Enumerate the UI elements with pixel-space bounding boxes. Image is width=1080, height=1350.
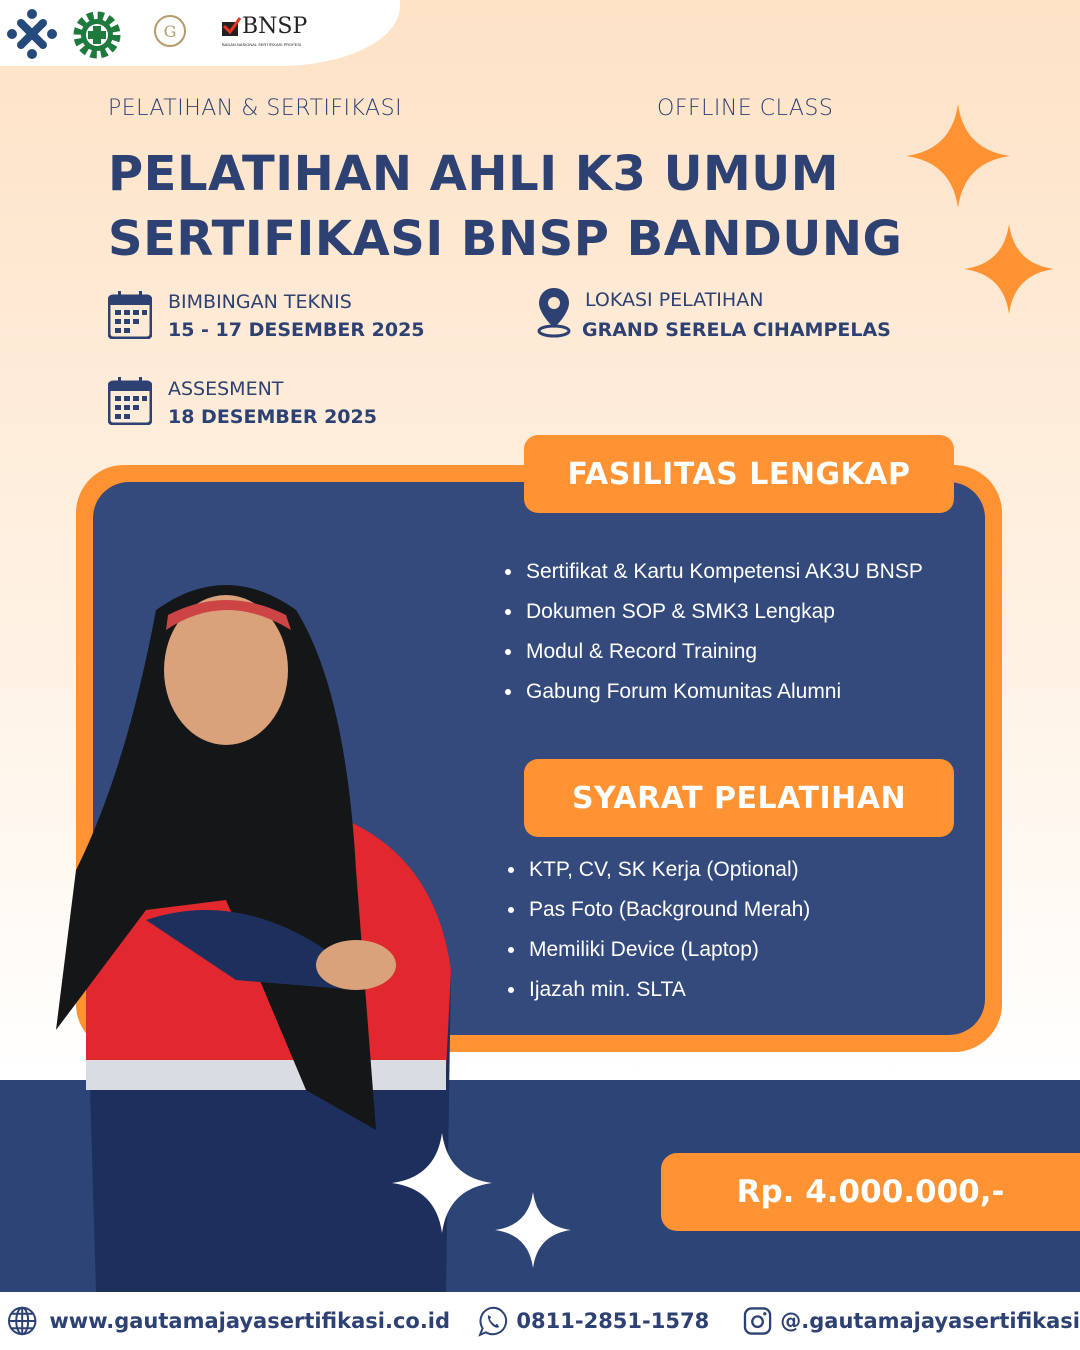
price-badge: Rp. 4.000.000,- [661, 1153, 1080, 1231]
phone-link[interactable]: 0811-2851-1578 [516, 1309, 710, 1333]
training-date: 15 - 17 DESEMBER 2025 [168, 319, 425, 341]
calendar-icon [108, 291, 152, 339]
class-mode-label: OFFLINE CLASS [657, 96, 834, 121]
location-value: GRAND SERELA CIHAMPELAS [582, 319, 891, 341]
assessment-date: 18 DESEMBER 2025 [168, 406, 377, 428]
page-title-line2: SERTIFIKASI BNSP BANDUNG [108, 211, 903, 267]
category-label: PELATIHAN & SERTIFIKASI [108, 96, 403, 121]
website-link[interactable]: www.gautamajayasertifikasi.co.id [49, 1309, 451, 1333]
footer [0, 1292, 1080, 1350]
instagram-link[interactable]: @.gautamajayasertifikasi [780, 1309, 1080, 1333]
instagram-icon [743, 1299, 772, 1343]
list-item: KTP, CV, SK Kerja (Optional) [508, 850, 810, 890]
list-item: Memiliki Device (Laptop) [508, 930, 810, 970]
facilities-title: FASILITAS LENGKAP [524, 435, 954, 513]
list-item: Modul & Record Training [505, 632, 923, 672]
list-item: Gabung Forum Komunitas Alumni [505, 672, 923, 712]
sparkle-icon [392, 1133, 492, 1233]
sparkle-icon [906, 104, 1010, 208]
page-title-line1: PELATIHAN AHLI K3 UMUM [108, 146, 840, 202]
globe-icon [7, 1298, 37, 1344]
location-label: LOKASI PELATIHAN [585, 289, 764, 311]
bnsp-logo [220, 14, 307, 39]
calendar-icon [108, 377, 152, 425]
sparkle-icon [964, 224, 1054, 314]
assessment-label: ASSESMENT [168, 378, 284, 400]
list-item: Dokumen SOP & SMK3 Lengkap [505, 592, 923, 632]
k3-logo-icon [72, 10, 122, 60]
whatsapp-icon [478, 1298, 508, 1344]
list-item: Sertifikat & Kartu Kompetensi AK3U BNSP [505, 552, 923, 592]
sparkle-icon [495, 1192, 571, 1268]
list-item: Pas Foto (Background Merah) [508, 890, 810, 930]
location-pin-icon [536, 286, 572, 338]
facilities-list [505, 552, 923, 712]
bnsp-emblem-icon [220, 16, 242, 38]
training-label: BIMBINGAN TEKNIS [168, 291, 352, 313]
company-logo-icon [152, 13, 188, 49]
svg-text:G: G [163, 22, 177, 41]
list-item: Ijazah min. SLTA [508, 970, 810, 1010]
bnsp-subtitle: BADAN NASIONAL SERTIFIKASI PROFESI [222, 42, 302, 47]
kemnaker-logo-icon [6, 8, 58, 60]
logo-bar [0, 0, 400, 66]
requirements-list [508, 850, 810, 1010]
bnsp-text: BNSP [242, 14, 308, 39]
requirements-title: SYARAT PELATIHAN [524, 759, 954, 837]
